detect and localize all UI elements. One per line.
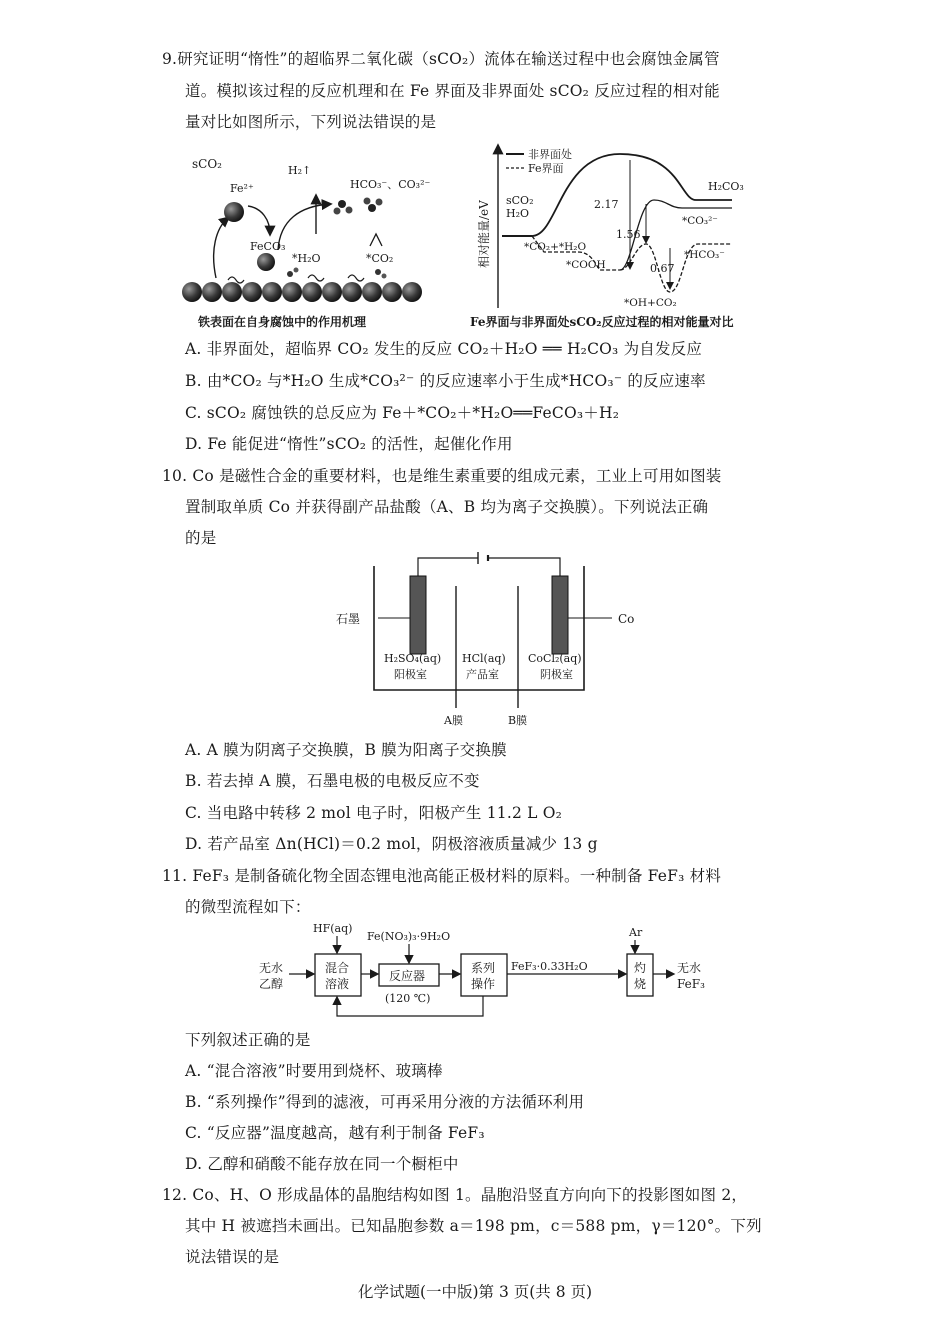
q9-stem-line2: 道。模拟该过程的反应机理和在 Fe 界面及非界面处 sCO₂ 反应过程的相对能: [185, 82, 720, 100]
fig9l-arrow-h2: [278, 204, 330, 250]
fig11-box-series-1: 系列: [471, 961, 496, 975]
fig9l-label-feco3: FeCO₃: [250, 240, 286, 253]
fig9r-start-bot: H₂O: [506, 207, 530, 220]
fig9r-species-co3: *CO₃²⁻: [682, 215, 718, 227]
q10-option-c[interactable]: C. 当电路中转移 2 mol 电子时，阳极产生 11.2 L O₂: [185, 804, 563, 822]
q10-option-d[interactable]: D. 若产品室 Δn(HCl)＝0.2 mol，阴极溶液质量减少 13 g: [185, 835, 598, 853]
q11-option-a[interactable]: A. “混合溶液”时要用到烧杯、玻璃棒: [185, 1062, 443, 1080]
fig10-room3-sol: CoCl₂(aq): [528, 652, 582, 665]
fig9l-arrow-up: [214, 218, 228, 278]
fig9l-label-hco3: HCO₃⁻、CO₃²⁻: [350, 178, 431, 191]
fig11-reactor-temp: (120 ℃): [385, 992, 431, 1005]
fig11-product-1: 无水: [677, 961, 702, 975]
q10-option-b[interactable]: B. 若去掉 A 膜，石墨电极的电极反应不变: [185, 772, 480, 790]
q9-mechanism-figure: [170, 150, 450, 335]
q10-stem-line3: 的是: [185, 529, 217, 547]
fig9l-feco3-ball: [257, 253, 275, 271]
fig9l-molecule-icon-1: [334, 200, 353, 215]
fig9l-split-arrow: [370, 234, 382, 246]
fig11-box-reactor-label: 反应器: [389, 969, 426, 983]
fig11-input-fe: Fe(NO₃)₃·9H₂O: [367, 930, 451, 943]
q10-stem-line2: 置制取单质 Co 并获得副产品盐酸（A、B 均为离子交换膜）。下列说法正确: [185, 498, 709, 516]
fig9r-legend-nonif: 非界面处: [528, 148, 572, 161]
fig9l-label-h2o: *H₂O: [292, 252, 321, 265]
fig9l-iron-surface: [182, 282, 422, 302]
fig9r-ylabel: 相对能量/eV: [477, 200, 491, 268]
fig11-box-burn-2: 烧: [634, 977, 647, 991]
fig10-label-co: Co: [618, 612, 635, 626]
fig9l-arrow-fe: [248, 206, 270, 234]
fig11-start-2: 乙醇: [259, 977, 284, 991]
fig11-box-series-2: 操作: [471, 977, 496, 991]
fig9l-fe-ion-ball: [224, 202, 244, 222]
q11-flow-figure: [255, 918, 735, 1026]
fig9r-species-hco3: *HCO₃⁻: [684, 249, 725, 261]
fig10-graphite-electrode: [410, 576, 426, 654]
fig11-start-1: 无水: [259, 961, 284, 975]
fig10-membrane-a: A膜: [444, 714, 463, 727]
fig10-membrane-b: B膜: [508, 714, 528, 727]
q11-stem-line1: 11. FeF₃ 是制备硫化物全固态锂电池高能正极材料的原料。一种制备 FeF₃ 材料: [162, 867, 722, 885]
q11-option-c[interactable]: C. “反应器”温度越高，越有利于制备 FeF₃: [185, 1124, 485, 1142]
fig10-label-graphite: 石墨: [336, 612, 361, 626]
fig11-box-burn-1: 灼: [634, 961, 647, 975]
fig9r-legend-fe: Fe界面: [528, 162, 564, 175]
fig9r-val-156: 1.56: [616, 228, 641, 241]
q10-electrolysis-figure: [330, 548, 650, 728]
q9-option-d[interactable]: D. Fe 能促进“惰性”sCO₂ 的活性，起催化作用: [185, 435, 513, 453]
q11-option-b[interactable]: B. “系列操作”得到的滤液，可再采用分液的方法循环利用: [185, 1093, 585, 1111]
fig10-room1-name: 阳极室: [394, 668, 427, 681]
fig11-product-2: FeF₃: [677, 977, 705, 991]
fig9l-label-sco2: sCO₂: [192, 157, 222, 171]
q9-option-a[interactable]: A. 非界面处，超临界 CO₂ 发生的反应 CO₂＋H₂O ══ H₂CO₃ 为自发反应: [185, 340, 703, 358]
fig10-room2-name: 产品室: [466, 668, 499, 681]
fig10-room3-name: 阴极室: [540, 668, 573, 681]
fig9l-label-co2: *CO₂: [366, 252, 394, 265]
fig11-intermediate: FeF₃·0.33H₂O: [511, 960, 588, 973]
fig11-input-ar: Ar: [629, 926, 643, 939]
fig11-box-mix-1: 混合: [325, 961, 350, 975]
q9-stem-line3: 量对比如图所示，下列说法错误的是: [185, 113, 437, 131]
fig9l-label-h2: H₂↑: [288, 164, 312, 177]
fig9r-species-ohco2: *OH+CO₂: [624, 297, 677, 309]
fig10-room2-sol: HCl(aq): [462, 652, 506, 665]
q12-stem-line3: 说法错误的是: [185, 1248, 280, 1266]
q12-stem-line1: 12. Co、H、O 形成晶体的晶胞结构如图 1。晶胞沿竖直方向向下的投影图如图 2，: [162, 1186, 748, 1204]
q9-energy-figure: [470, 140, 800, 335]
fig9l-label-fe2: Fe²⁺: [230, 182, 254, 195]
q10-stem-line1: 10. Co 是磁性合金的重要材料，也是维生素重要的组成元素，工业上可用如图装: [162, 467, 722, 485]
q10-option-a[interactable]: A. A 膜为阴离子交换膜，B 膜为阳离子交换膜: [185, 741, 507, 759]
fig9r-val-067: 0.67: [650, 262, 675, 275]
fig9l-caption: 铁表面在自身腐蚀中的作用机理: [198, 315, 367, 329]
page-footer: 化学试题(一中版)第 3 页(共 8 页): [357, 1283, 593, 1301]
q11-prompt: 下列叙述正确的是: [185, 1031, 311, 1049]
q11-stem-line2: 的微型流程如下：: [185, 898, 311, 916]
fig9l-adsorbed-species-icon: [228, 268, 387, 284]
fig11-box-mix-2: 溶液: [325, 977, 350, 991]
q12-stem-line2: 其中 H 被遮挡未画出。已知晶胞参数 a＝198 pm，c＝588 pm，γ＝120°。下列: [185, 1217, 762, 1235]
fig9r-val-217: 2.17: [594, 198, 619, 211]
fig9r-species-co2h2o: *CO₂+*H₂O: [524, 241, 587, 253]
fig10-room1-sol: H₂SO₄(aq): [384, 652, 442, 665]
q11-option-d[interactable]: D. 乙醇和硝酸不能存放在同一个橱柜中: [185, 1155, 459, 1173]
fig11-input-hf: HF(aq): [313, 922, 353, 935]
fig9r-caption: Fe界面与非界面处sCO₂反应过程的相对能量对比: [470, 315, 734, 329]
fig9l-molecule-icon-2: [364, 198, 383, 213]
q9-option-c[interactable]: C. sCO₂ 腐蚀铁的总反应为 Fe＋*CO₂＋*H₂O══FeCO₃＋H₂: [185, 404, 620, 422]
q9-stem-line1: 9.研究证明“惰性”的超临界二氧化碳（sCO₂）流体在输送过程中也会腐蚀金属管: [162, 50, 720, 68]
fig9r-start-top: sCO₂: [506, 194, 534, 207]
fig10-co-electrode: [552, 576, 568, 654]
q9-option-b[interactable]: B. 由*CO₂ 与*H₂O 生成*CO₃²⁻ 的反应速率小于生成*HCO₃⁻ 的反应速率: [185, 372, 706, 390]
fig9r-species-cooh: *COOH: [566, 259, 606, 271]
fig9r-species-h2co3: H₂CO₃: [708, 180, 744, 193]
